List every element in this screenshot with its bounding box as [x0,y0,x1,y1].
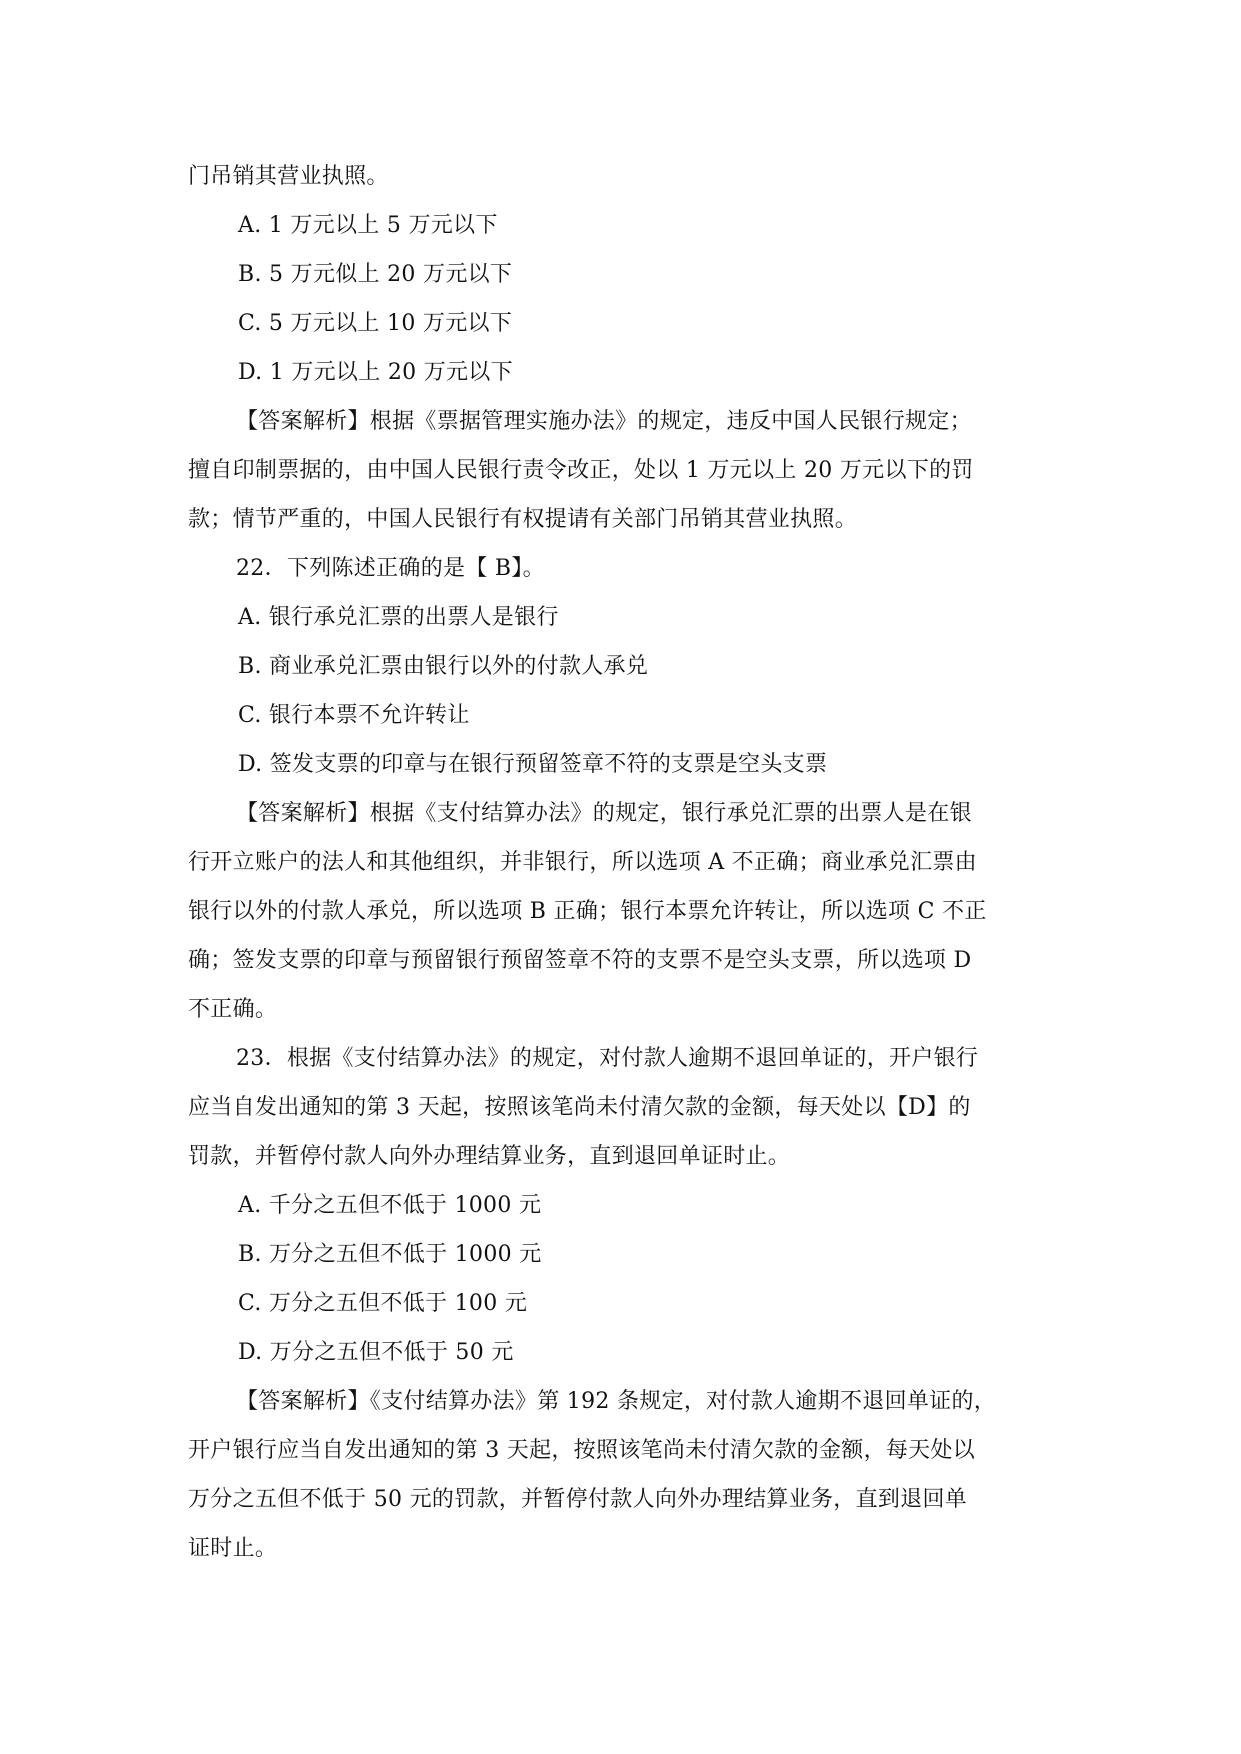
text-line: 确；签发支票的印章与预留银行预留签章不符的支票不是空头支票，所以选项 D [188,948,972,973]
option-c: C. 万分之五但不低于 100 元 [238,1291,528,1316]
option-a: A. 千分之五但不低于 1000 元 [238,1193,542,1218]
option-b: B. 万分之五但不低于 1000 元 [238,1242,542,1267]
option-c: C. 5 万元以上 10 万元以下 [238,311,513,336]
question-23 [188,1034,1056,1181]
option-a: A. 银行承兑汇票的出票人是银行 [238,605,559,630]
option-d: D. 1 万元以上 20 万元以下 [238,360,513,385]
text-line: 23．根据《支付结算办法》的规定，对付款人逾期不退回单证的，开户银行 [236,1046,979,1071]
option-a: A. 1 万元以上 5 万元以下 [238,213,498,238]
text-line: 万分之五但不低于 50 元的罚款，并暂停付款人向外办理结算业务，直到退回单 [188,1487,968,1512]
option-d: D. 万分之五但不低于 50 元 [238,1340,514,1365]
document-body [188,152,1056,1573]
question-22 [188,544,1056,593]
text-line: 罚款，并暂停付款人向外办理结算业务，直到退回单证时止。 [188,1144,791,1169]
text-line: 开户银行应当自发出通知的第 3 天起，按照该笔尚未付清欠款的金额，每天处以 [188,1438,976,1463]
answer-analysis [188,1377,1056,1573]
text-line: 22．下列陈述正确的是【 B】。 [236,556,545,581]
text-line: 【答案解析】《支付结算办法》第 192 条规定，对付款人逾期不退回单证的， [236,1389,997,1414]
text-line: 银行以外的付款人承兑，所以选项 B 正确；银行本票允许转让，所以选项 C 不正 [188,899,987,924]
text-line: 款；情节严重的，中国人民银行有权提请有关部门吊销其营业执照。 [188,507,858,532]
answer-analysis [188,789,1056,1034]
text-line: 行开立账户的法人和其他组织，并非银行，所以选项 A 不正确；商业承兑汇票由 [188,850,977,875]
option-b: B. 5 万元似上 20 万元以下 [238,262,513,287]
text-line: 【答案解析】根据《票据管理实施办法》的规定，违反中国人民银行规定； [236,409,972,434]
text-line: 擅自印制票据的，由中国人民银行责令改正，处以 1 万元以上 20 万元以下的罚 [188,458,974,483]
option-b: B. 商业承兑汇票由银行以外的付款人承兑 [238,654,649,679]
option-c: C. 银行本票不允许转让 [238,703,470,728]
option-d: D. 签发支票的印章与在银行预留签章不符的支票是空头支票 [238,752,828,777]
text-line: 证时止。 [188,1536,278,1561]
text-line: 不正确。 [188,997,278,1022]
text-line: 【答案解析】根据《支付结算办法》的规定，银行承兑汇票的出票人是在银 [236,801,972,826]
answer-analysis [188,397,1056,544]
text-line: 门吊销其营业执照。 [188,164,389,189]
text-line: 应当自发出通知的第 3 天起，按照该笔尚未付清欠款的金额，每天处以【D】的 [188,1095,971,1120]
continuation-paragraph [188,152,1056,201]
